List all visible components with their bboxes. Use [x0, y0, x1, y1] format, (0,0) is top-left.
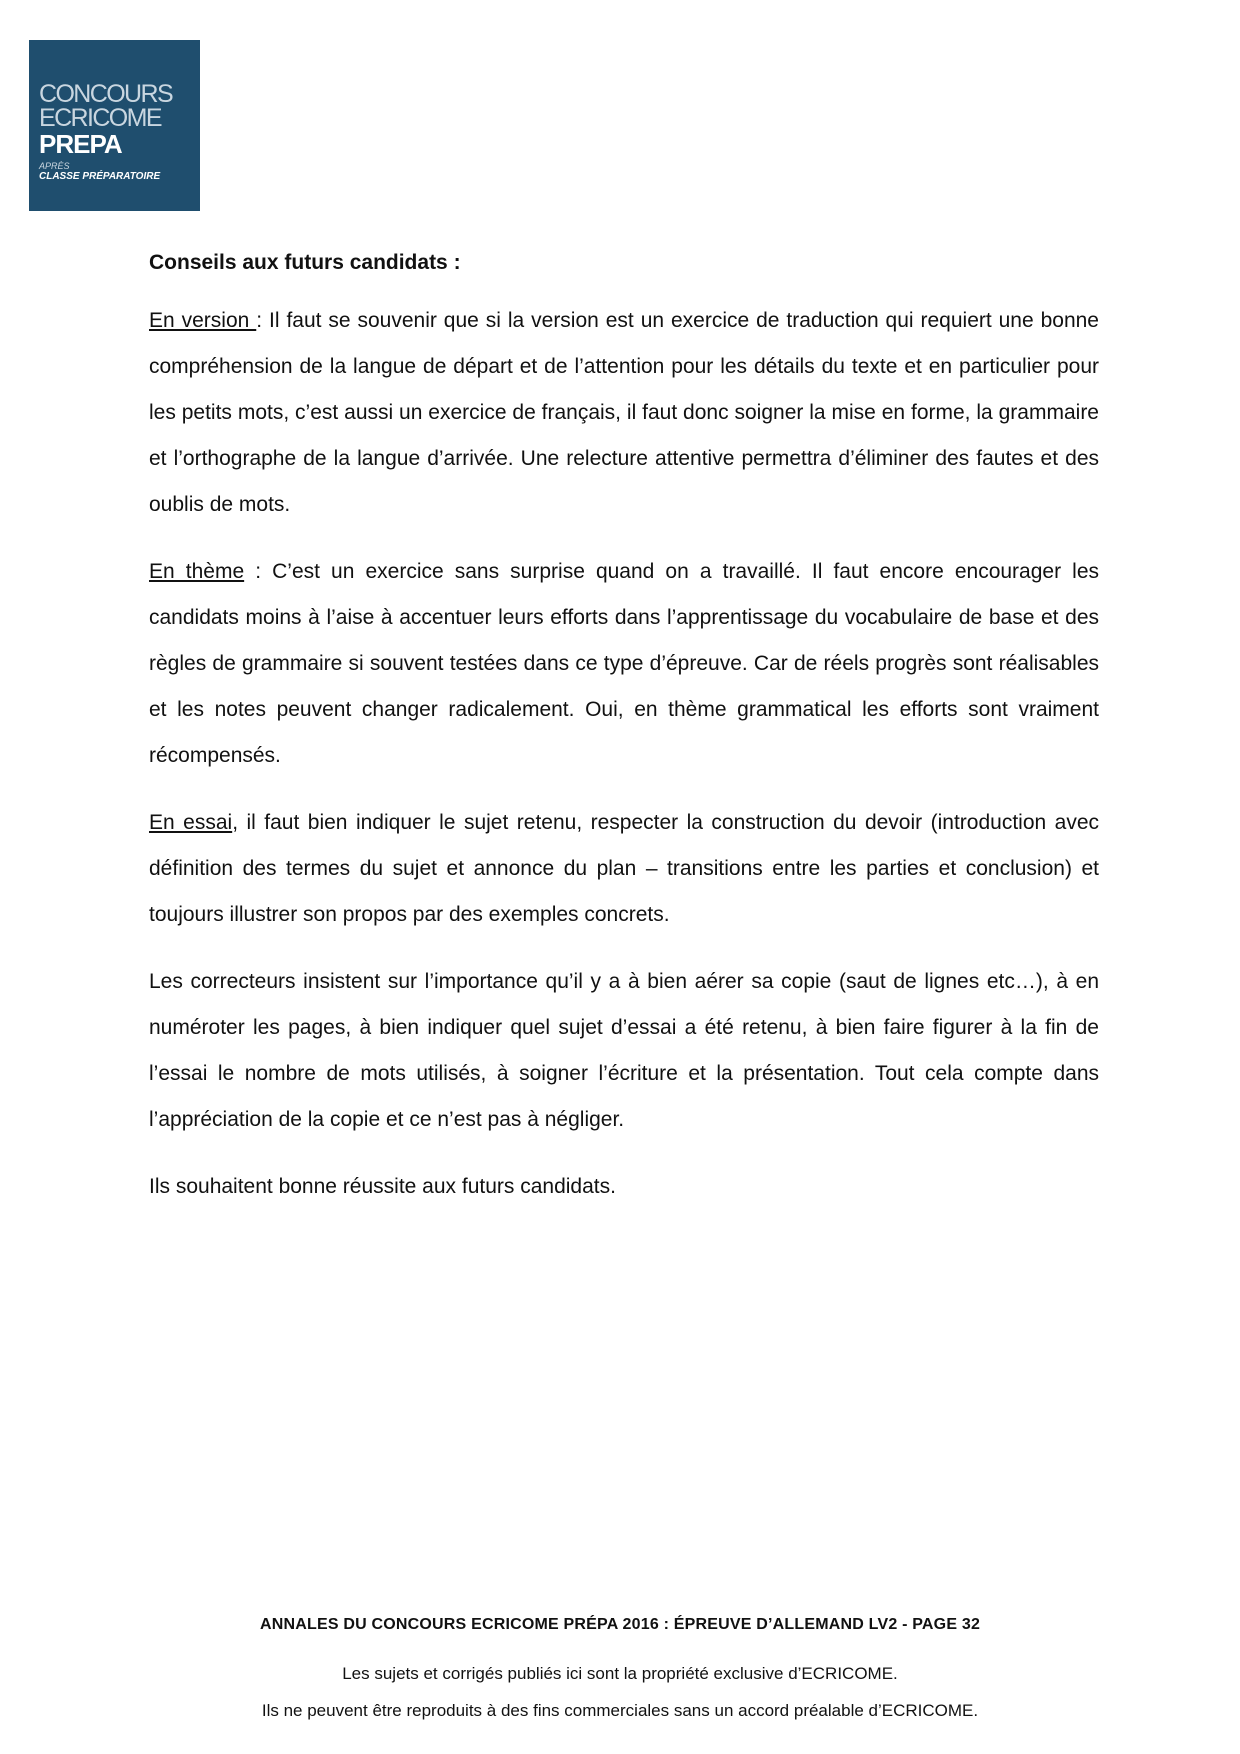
logo-line-prepa: PREPA: [39, 129, 122, 159]
paragraph-lead-version: En version: [149, 309, 257, 332]
ecricome-logo: [29, 40, 200, 211]
paragraph-text-theme: : C’est un exercice sans surprise quand on a travaillé. Il faut encore encourager les candidats moins à l’aise à accentuer leurs efforts dans l’apprentissage du vocabulaire de base et des règles de grammaire si souvent testées dans ce type d’épreuve. Car de réels progrès sont réalisables et les notes peuvent changer radicalement. Oui, en thème grammatical les efforts sont vraiment récompensés.: [149, 560, 1099, 767]
paragraph-text-version: : Il faut se souvenir que si la version est un exercice de traduction qui requiert une bonne compréhension de la langue de départ et de l’attention pour les détails du texte et en particulier pour les petits mots, c’est aussi un exercice de français, il faut donc soigner la mise en forme, la grammaire et l’orthographe de la langue d’arrivée. Une relecture attentive permettra d’éliminer des fautes et des oublis de mots.: [149, 309, 1099, 516]
logo-line-classe-preparatoire: CLASSE PRÉPARATOIRE: [39, 171, 161, 182]
document-body: [149, 248, 1099, 1231]
logo-line-concours: CONCOURS: [39, 80, 173, 108]
section-heading: Conseils aux futurs candidats :: [149, 251, 461, 274]
footer-copyright-line-2: Ils ne peuvent être reproduits à des fins commerciales sans un accord préalable d’ECRICOME.: [261, 1701, 979, 1720]
paragraph-version: [149, 298, 1099, 528]
paragraph-text-essai: , il faut bien indiquer le sujet retenu, respecter la construction du devoir (introduction avec définition des termes du sujet et annonce du plan – transitions entre les parties et conclusion) et toujours illustrer son propos par des exemples concrets.: [149, 811, 1100, 926]
footer-title: ANNALES DU CONCOURS ECRICOME PRÉPA 2016 : ÉPREUVE D’ALLEMAND LV2 - PAGE 32: [259, 1616, 981, 1633]
paragraph-lead-theme: En thème: [149, 560, 245, 583]
paragraph-essai: [149, 800, 1099, 938]
logo-line-ecricome: ECRICOME: [39, 104, 161, 132]
paragraph-correcteurs: Les correcteurs insistent sur l’importance qu’il y a à bien aérer sa copie (saut de lignes etc…), à en numéroter les pages, à bien indiquer quel sujet d’essai a été retenu, à bien faire figurer à la fin de l’essai le nombre de mots utilisés, à soigner l’écriture et la présentation. Tout cela compte dans l’appréciation de la copie et ce n’est pas à négliger.: [149, 970, 1099, 1131]
footer-copyright-line-1: Les sujets et corrigés publiés ici sont la propriété exclusive d’ECRICOME.: [342, 1664, 898, 1683]
paragraph-theme: [149, 549, 1099, 779]
paragraph-closing: Ils souhaitent bonne réussite aux futurs candidats.: [149, 1175, 616, 1198]
paragraph-lead-essai: En essai: [149, 811, 233, 834]
logo-line-apres: APRÈS: [39, 161, 70, 171]
